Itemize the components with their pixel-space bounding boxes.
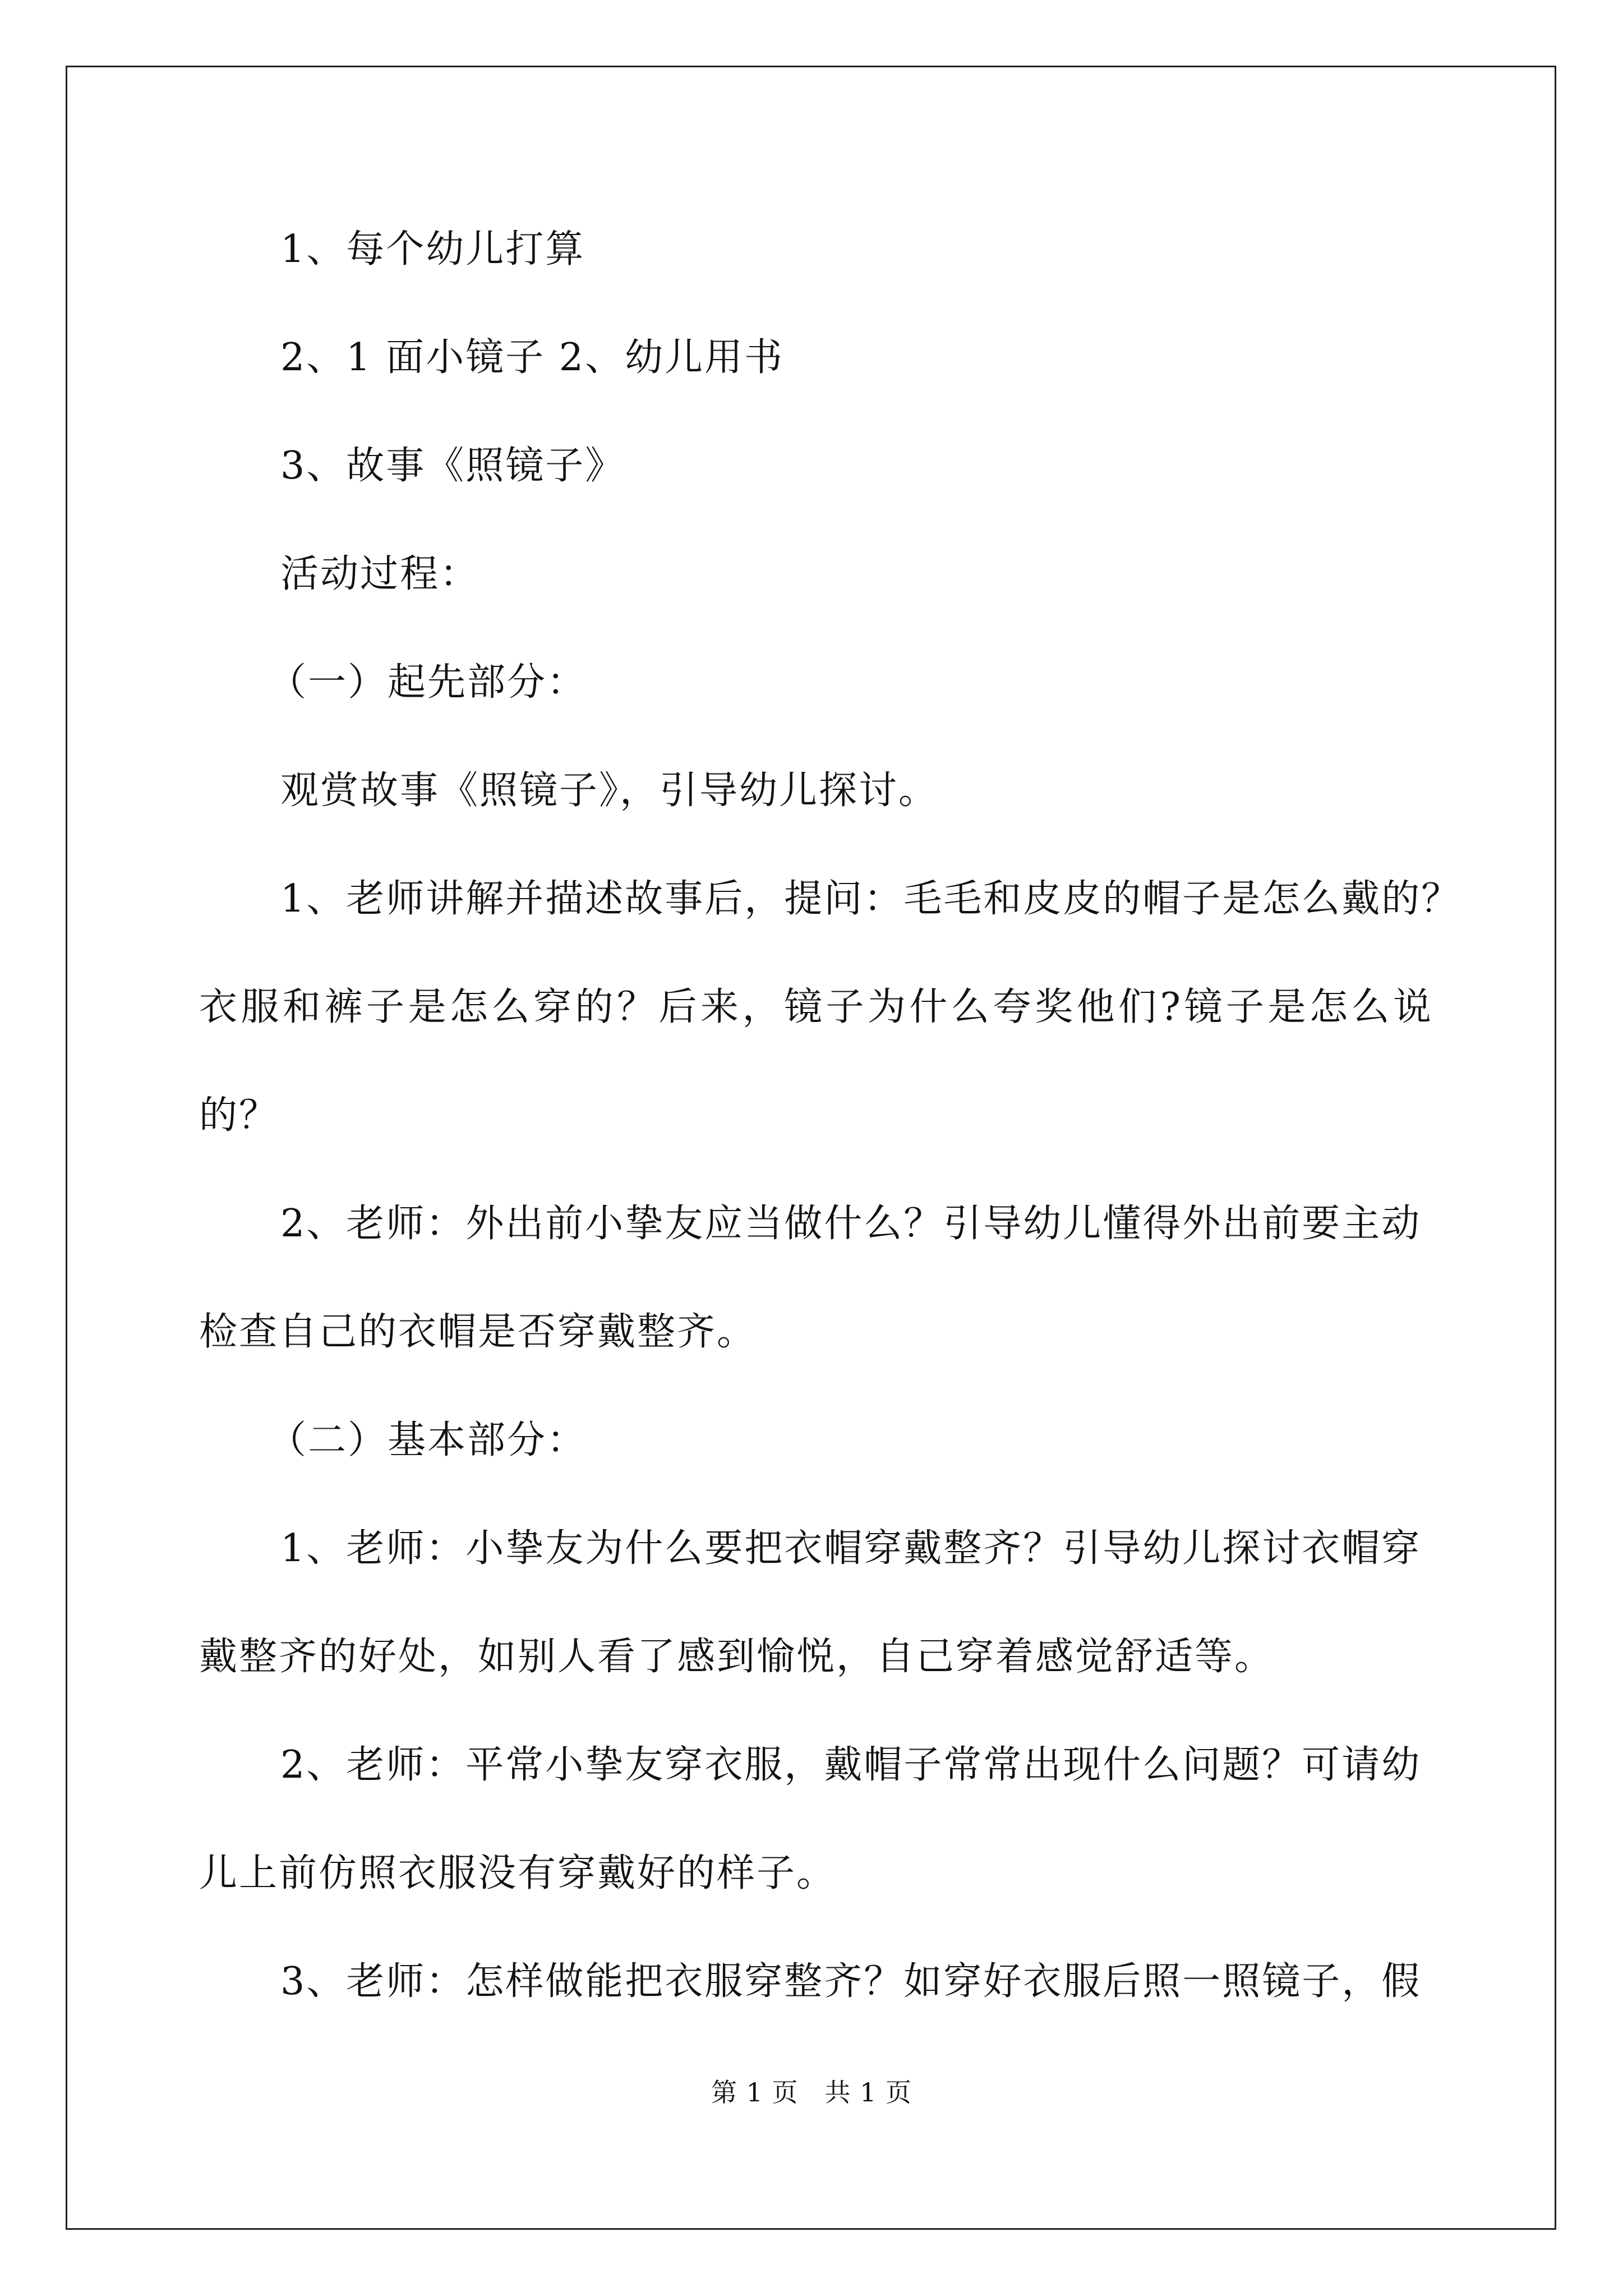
paragraph-line: 1、老师讲解并描述故事后，提问：毛毛和皮皮的帽子是怎么戴的？ [280, 877, 1461, 921]
paragraph-line: 2、1 面小镜子 2、幼儿用书 [280, 335, 785, 380]
paragraph-line: 衣服和裤子是怎么穿的？后来，镜子为什么夸奖他们?镜子是怎么说 [199, 985, 1433, 1029]
paragraph-line: 3、故事《照镜子》 [280, 444, 625, 488]
paragraph-line: 1、每个幼儿打算 [280, 227, 585, 272]
section-heading: （二）基本部分： [268, 1418, 587, 1462]
paragraph-line: 1、老师：小挚友为什么要把衣帽穿戴整齐？引导幼儿探讨衣帽穿 [280, 1526, 1422, 1571]
paragraph-line: 2、老师：平常小挚友穿衣服，戴帽子常常出现什么问题？可请幼 [280, 1743, 1422, 1787]
paragraph-line: 儿上前仿照衣服没有穿戴好的样子。 [199, 1851, 837, 1895]
section-heading: （一）起先部分： [268, 660, 587, 705]
paragraph-line: 戴整齐的好处，如别人看了感到愉悦，自己穿着感觉舒适等。 [199, 1635, 1275, 1679]
paragraph-line: 观赏故事《照镜子》，引导幼儿探讨。 [280, 769, 939, 813]
page-border [66, 66, 1556, 2230]
paragraph-line: 的？ [199, 1093, 279, 1138]
paragraph-line: 检查自己的衣帽是否穿戴整齐。 [199, 1310, 757, 1354]
page-footer: 第 1 页 共 1 页 [711, 2077, 912, 2108]
paragraph-line: 2、老师：外出前小挚友应当做什么？引导幼儿懂得外出前要主动 [280, 1202, 1422, 1246]
section-heading: 活动过程： [280, 552, 480, 596]
paragraph-line: 3、老师：怎样做能把衣服穿整齐？如穿好衣服后照一照镜子，假 [280, 1959, 1422, 2004]
